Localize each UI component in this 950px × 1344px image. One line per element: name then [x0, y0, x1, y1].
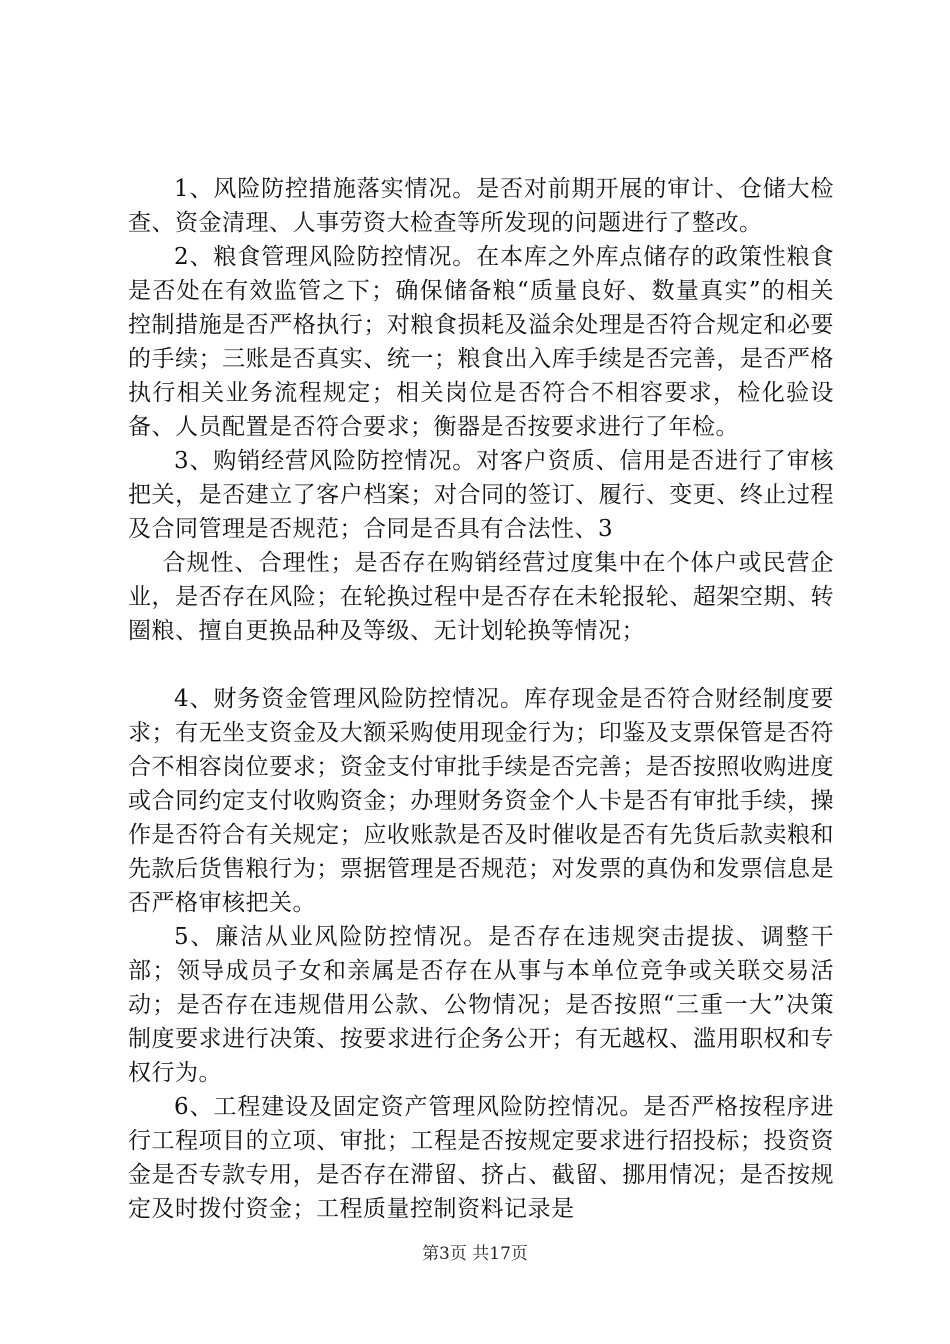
paragraph-finance-management: 4、财务资金管理风险防控情况。库存现金是否符合财经制度要求；有无坐支资金及大额采购使用现金行为；印鉴及支票保管是否符合不相容岗位要求；资金支付审批手续是否完善；是否按照收购进度或合同约定支付收购资金；办理财务资金个人卡是否有审批手续，操作是否符合有关规定；应收账款是否及时催收是否有先货后款卖粮和先款后货售粮行为；票据管理是否规范；对发票的真伪和发票信息是否严格审核把关。: [128, 686, 834, 916]
paragraph-gap: [128, 648, 834, 682]
page-footer: 第3页 共17页: [422, 1244, 528, 1264]
paragraph-grain-management: 2、粮食管理风险防控情况。在本库之外库点储存的政策性粮食是否处在有效监管之下；确保储备粮“质量良好、数量真实”的相关控制措施是否严格执行；对粮食损耗及溢余处理是否符合规定和必要的手续；三账是否真实、统一；粮食出入库手续是否完善，是否严格执行相关业务流程规定；相关岗位是否符合不相容要求，检化验设备、人员配置是否符合要求；衡器是否按要求进行了年检。: [128, 244, 834, 440]
paragraph-construction-assets: 6、工程建设及固定资产管理风险防控情况。是否严格按程序进行工程项目的立项、审批；工程是否按规定要求进行招投标；投资资金是否专款专用，是否存在滞留、挤占、截留、挪用情况；是否按规定及时拨付资金；工程质量控制资料记录是: [128, 1094, 834, 1222]
paragraph-integrity: 5、廉洁从业风险防控情况。是否存在违规突击提拔、调整干部；领导成员子女和亲属是否存在从事与本单位竞争或关联交易活动；是否存在违规借用公款、公物情况；是否按照“三重一大”决策制度要求进行决策、按要求进行企务公开；有无越权、滥用职权和专权行为。: [128, 924, 834, 1086]
paragraph-risk-control-measures: 1、风险防控措施落实情况。是否对前期开展的审计、仓储大检查、资金清理、人事劳资大检查等所发现的问题进行了整改。: [128, 176, 834, 236]
paragraph-purchase-sales-continued: 合规性、合理性；是否存在购销经营过度集中在个体户或民营企业，是否存在风险；在轮换过程中是否存在未轮报轮、超架空期、转圈粮、擅自更换品种及等级、无计划轮换等情况；: [128, 550, 834, 644]
document-body: [128, 172, 834, 1226]
paragraph-purchase-sales: 3、购销经营风险防控情况。对客户资质、信用是否进行了审核把关，是否建立了客户档案；对合同的签订、履行、变更、终止过程及合同管理是否规范；合同是否具有合法性、3: [128, 448, 834, 542]
